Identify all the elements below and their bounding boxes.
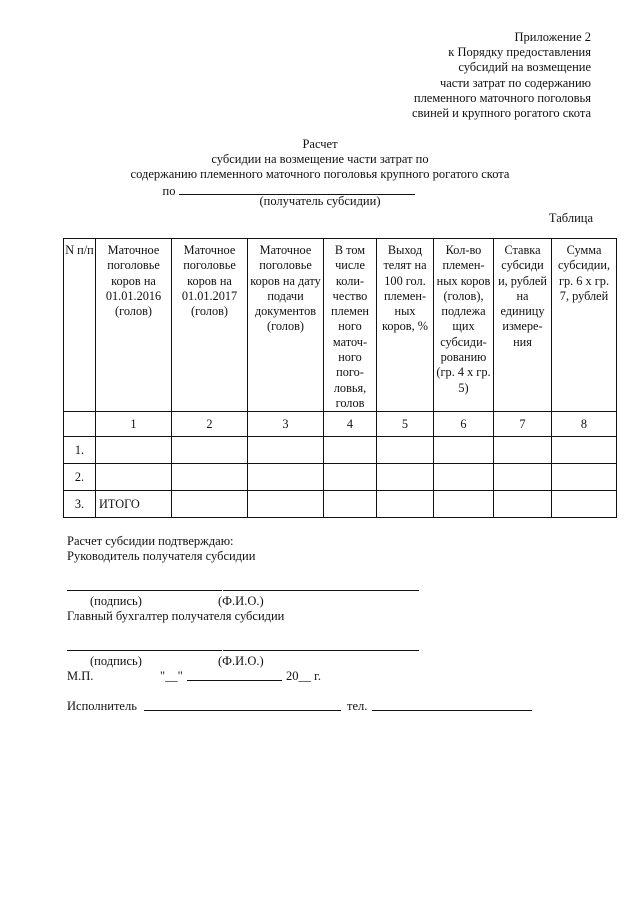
- head-title: Руководитель получателя субсидии: [67, 549, 256, 563]
- seal-label: М.П.: [67, 669, 94, 683]
- table-cell[interactable]: [96, 464, 172, 491]
- table-cell[interactable]: [248, 437, 324, 464]
- title-line-2: субсидии на возмещение части затрат по: [211, 152, 429, 167]
- header-cell: Кол-во племен-ных коров (голов), подлежа щих субсиди-рованию (гр. 4 х гр. 5): [434, 239, 494, 412]
- column-number-cell: 3: [248, 412, 324, 437]
- total-label: ИТОГО: [96, 491, 172, 518]
- fio-caption: (Ф.И.О.): [218, 594, 264, 608]
- table-cell[interactable]: [552, 437, 617, 464]
- table-cell[interactable]: [434, 491, 494, 518]
- date-month-line[interactable]: [187, 680, 282, 681]
- column-number-cell: 2: [172, 412, 248, 437]
- row-number: 1.: [64, 437, 96, 464]
- table-cell[interactable]: [324, 464, 377, 491]
- document-title: [0, 137, 640, 199]
- annex-line: свиней и крупного рогатого скота: [411, 106, 591, 121]
- title-line-3: содержанию племенного маточного поголовья крупного рогатого скота: [130, 167, 510, 182]
- table-row: [64, 437, 617, 464]
- annex-line: Приложение 2: [514, 30, 591, 44]
- table-cell[interactable]: [494, 491, 552, 518]
- header-cell: В том числе коли-чество племен ного маточ-ного пого-ловья, голов: [324, 239, 377, 412]
- table-label: Таблица: [548, 211, 593, 225]
- table-cell[interactable]: [96, 437, 172, 464]
- table-row: [64, 464, 617, 491]
- row-number: 2.: [64, 464, 96, 491]
- signature-caption: (подпись): [90, 594, 142, 608]
- executor-label: Исполнитель: [67, 699, 137, 713]
- table-cell[interactable]: [494, 464, 552, 491]
- signature-caption: (подпись): [90, 654, 142, 668]
- annex-line: племенного маточного поголовья: [413, 90, 591, 105]
- table-cell[interactable]: [248, 464, 324, 491]
- recipient-caption: (получатель субсидии): [259, 194, 381, 208]
- recipient-blank[interactable]: [179, 183, 415, 195]
- table-cell[interactable]: [172, 464, 248, 491]
- table-cell[interactable]: [377, 491, 434, 518]
- row-number: 3.: [64, 491, 96, 518]
- column-number-cell: 4: [324, 412, 377, 437]
- table-cell[interactable]: [324, 491, 377, 518]
- confirm-text: Расчет субсидии подтверждаю:: [67, 534, 234, 548]
- title-line-1: Расчет: [302, 137, 338, 151]
- column-number-cell: 1: [96, 412, 172, 437]
- table-cell[interactable]: [172, 491, 248, 518]
- column-number-row: [64, 412, 617, 437]
- executor-line[interactable]: [144, 710, 341, 711]
- header-cell: Маточное поголовье коров на дату подачи документов (голов): [248, 239, 324, 412]
- table-cell[interactable]: [377, 437, 434, 464]
- accountant-signature-line[interactable]: [67, 650, 222, 651]
- annex-line: части затрат по содержанию: [439, 75, 591, 90]
- table-cell[interactable]: [434, 464, 494, 491]
- table-cell[interactable]: [377, 464, 434, 491]
- header-cell: Маточное поголовье коров на 01.01.2016 (голов): [96, 239, 172, 412]
- column-number-cell: 8: [552, 412, 617, 437]
- annex-line: субсидий на возмещение: [458, 60, 591, 75]
- annex-line: к Порядку предоставления: [448, 45, 591, 60]
- annex-header: [412, 30, 591, 121]
- table-cell[interactable]: [248, 491, 324, 518]
- column-number-cell: [64, 412, 96, 437]
- head-signature-line[interactable]: [67, 590, 222, 591]
- recipient-prefix: по: [162, 183, 176, 198]
- chief-accountant-title: Главный бухгалтер получателя субсидии: [67, 609, 285, 623]
- header-cell: N п/п: [64, 239, 96, 412]
- table-cell[interactable]: [494, 437, 552, 464]
- head-fio-line[interactable]: [223, 590, 419, 591]
- accountant-fio-line[interactable]: [223, 650, 419, 651]
- date-year[interactable]: 20__ г.: [286, 669, 321, 683]
- table-cell[interactable]: [434, 437, 494, 464]
- column-number-cell: 6: [434, 412, 494, 437]
- header-cell: Маточное поголовье коров на 01.01.2017 (голов): [172, 239, 248, 412]
- table-cell[interactable]: [552, 464, 617, 491]
- table-cell[interactable]: [172, 437, 248, 464]
- tel-label: тел.: [347, 699, 368, 713]
- column-number-cell: 5: [377, 412, 434, 437]
- table-cell[interactable]: [324, 437, 377, 464]
- header-cell: Ставка субсиди и, рублей на единицу измере-ния: [494, 239, 552, 412]
- header-cell: Сумма субсидии, гр. 6 х гр. 7, рублей: [552, 239, 617, 412]
- header-cell: Выход телят на 100 гол. племен-ных коров, %: [377, 239, 434, 412]
- header-row: [64, 239, 617, 412]
- date-day[interactable]: "__": [160, 669, 183, 683]
- table-row-total: [64, 491, 617, 518]
- fio-caption: (Ф.И.О.): [218, 654, 264, 668]
- table-cell[interactable]: [552, 491, 617, 518]
- column-number-cell: 7: [494, 412, 552, 437]
- subsidy-table: [63, 238, 617, 518]
- tel-line[interactable]: [372, 710, 532, 711]
